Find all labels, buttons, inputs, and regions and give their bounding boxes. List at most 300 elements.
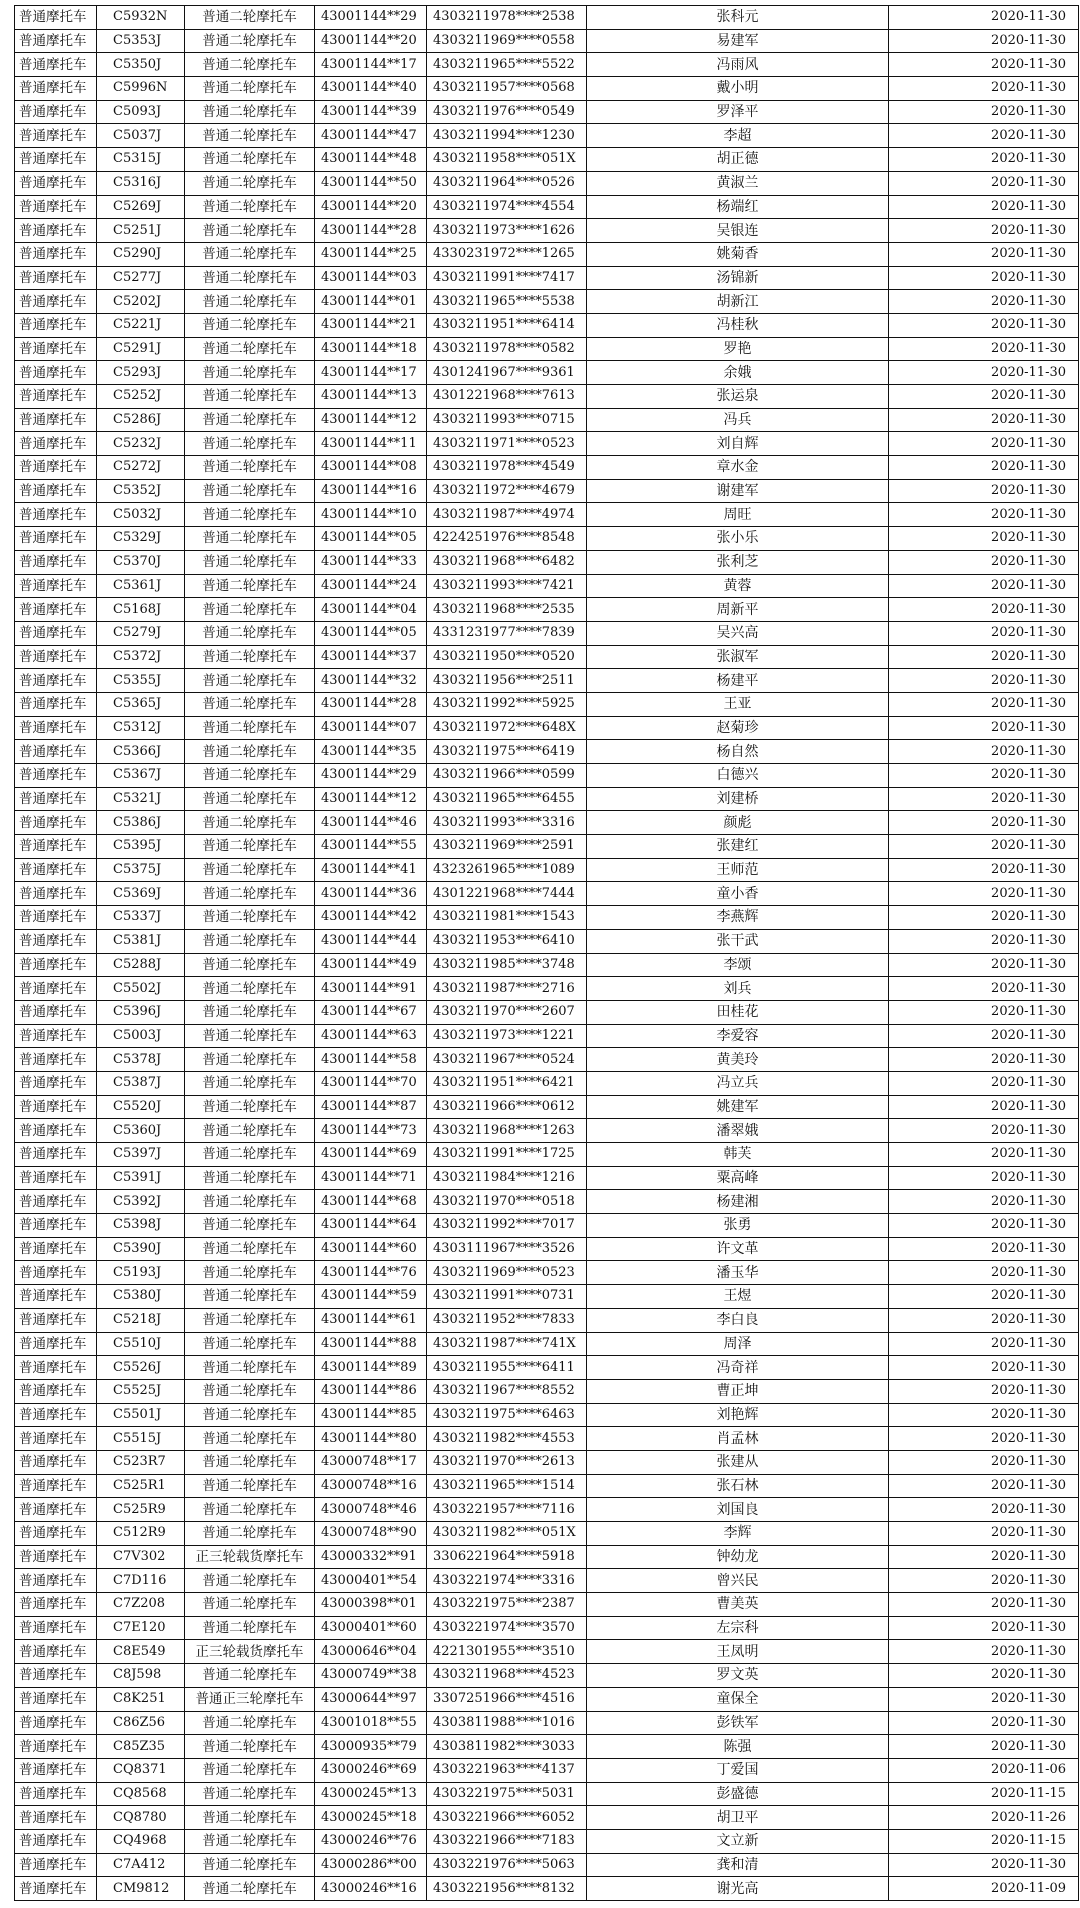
vehicle-type-cell: 普通摩托车	[15, 456, 97, 480]
table-body	[15, 6, 1079, 1901]
table-row	[15, 266, 1079, 290]
date-cell: 2020-11-30	[889, 1166, 1079, 1190]
certificate-number-cell: 43001144**58	[315, 1048, 427, 1072]
date-cell: 2020-11-30	[889, 1356, 1079, 1380]
id-number-cell: 4303211975****6463	[427, 1403, 587, 1427]
plate-number-cell: C5252J	[97, 385, 185, 409]
plate-number-cell: C5361J	[97, 574, 185, 598]
vehicle-model-cell: 普通二轮摩托车	[185, 527, 315, 551]
owner-name-cell: 童保全	[587, 1687, 889, 1711]
certificate-number-cell: 43000646**04	[315, 1640, 427, 1664]
date-cell: 2020-11-30	[889, 953, 1079, 977]
certificate-number-cell: 43001144**10	[315, 503, 427, 527]
id-number-cell: 4303211970****0518	[427, 1190, 587, 1214]
table-row	[15, 1664, 1079, 1688]
date-cell: 2020-11-30	[889, 266, 1079, 290]
table-row	[15, 432, 1079, 456]
plate-number-cell: C7D116	[97, 1569, 185, 1593]
plate-number-cell: C5367J	[97, 764, 185, 788]
plate-number-cell: C5395J	[97, 835, 185, 859]
vehicle-type-cell: 普通摩托车	[15, 1758, 97, 1782]
date-cell: 2020-11-30	[889, 53, 1079, 77]
plate-number-cell: C5398J	[97, 1214, 185, 1238]
certificate-number-cell: 43001144**08	[315, 456, 427, 480]
owner-name-cell: 杨建平	[587, 669, 889, 693]
vehicle-type-cell: 普通摩托车	[15, 1735, 97, 1759]
vehicle-type-cell: 普通摩托车	[15, 479, 97, 503]
table-row	[15, 171, 1079, 195]
certificate-number-cell: 43001144**48	[315, 148, 427, 172]
date-cell: 2020-11-30	[889, 1498, 1079, 1522]
owner-name-cell: 胡新江	[587, 290, 889, 314]
id-number-cell: 4330231972****1265	[427, 242, 587, 266]
plate-number-cell: C5353J	[97, 29, 185, 53]
date-cell: 2020-11-30	[889, 1735, 1079, 1759]
owner-name-cell: 白德兴	[587, 764, 889, 788]
vehicle-type-cell: 普通摩托车	[15, 385, 97, 409]
vehicle-model-cell: 普通二轮摩托车	[185, 1119, 315, 1143]
date-cell: 2020-11-30	[889, 479, 1079, 503]
table-row	[15, 527, 1079, 551]
certificate-number-cell: 43000401**60	[315, 1616, 427, 1640]
table-row	[15, 1427, 1079, 1451]
certificate-number-cell: 43001144**07	[315, 716, 427, 740]
owner-name-cell: 张石林	[587, 1474, 889, 1498]
plate-number-cell: C5392J	[97, 1190, 185, 1214]
certificate-number-cell: 43001144**85	[315, 1403, 427, 1427]
table-row	[15, 1806, 1079, 1830]
certificate-number-cell: 43000748**16	[315, 1474, 427, 1498]
owner-name-cell: 姚菊香	[587, 242, 889, 266]
certificate-number-cell: 43000286**00	[315, 1853, 427, 1877]
owner-name-cell: 冯兵	[587, 408, 889, 432]
date-cell: 2020-11-30	[889, 313, 1079, 337]
date-cell: 2020-11-30	[889, 977, 1079, 1001]
table-row	[15, 456, 1079, 480]
vehicle-model-cell: 普通二轮摩托车	[185, 764, 315, 788]
plate-number-cell: C8E549	[97, 1640, 185, 1664]
owner-name-cell: 童小香	[587, 882, 889, 906]
plate-number-cell: C7A412	[97, 1853, 185, 1877]
id-number-cell: 4303111967****3526	[427, 1237, 587, 1261]
owner-name-cell: 张建从	[587, 1450, 889, 1474]
table-row	[15, 124, 1079, 148]
plate-number-cell: C5369J	[97, 882, 185, 906]
date-cell: 2020-11-30	[889, 1450, 1079, 1474]
date-cell: 2020-11-06	[889, 1758, 1079, 1782]
table-row	[15, 1782, 1079, 1806]
vehicle-model-cell: 普通二轮摩托车	[185, 1664, 315, 1688]
certificate-number-cell: 43001144**35	[315, 740, 427, 764]
table-row	[15, 1711, 1079, 1735]
vehicle-model-cell: 普通二轮摩托车	[185, 77, 315, 101]
vehicle-type-cell: 普通摩托车	[15, 1214, 97, 1238]
certificate-number-cell: 43000246**16	[315, 1877, 427, 1901]
certificate-number-cell: 43001144**89	[315, 1356, 427, 1380]
date-cell: 2020-11-30	[889, 716, 1079, 740]
id-number-cell: 4303221966****6052	[427, 1806, 587, 1830]
table-row	[15, 1214, 1079, 1238]
certificate-number-cell: 43001144**17	[315, 53, 427, 77]
id-number-cell: 4303211987****2716	[427, 977, 587, 1001]
id-number-cell: 4303211956****2511	[427, 669, 587, 693]
date-cell: 2020-11-30	[889, 1214, 1079, 1238]
vehicle-model-cell: 正三轮载货摩托车	[185, 1545, 315, 1569]
vehicle-type-cell: 普通摩托车	[15, 100, 97, 124]
table-row	[15, 479, 1079, 503]
vehicle-type-cell: 普通摩托车	[15, 266, 97, 290]
plate-number-cell: C5168J	[97, 598, 185, 622]
id-number-cell: 4303211993****7421	[427, 574, 587, 598]
vehicle-type-cell: 普通摩托车	[15, 1569, 97, 1593]
table-row	[15, 148, 1079, 172]
vehicle-model-cell: 普通二轮摩托车	[185, 906, 315, 930]
date-cell: 2020-11-30	[889, 906, 1079, 930]
date-cell: 2020-11-30	[889, 503, 1079, 527]
vehicle-model-cell: 普通二轮摩托车	[185, 835, 315, 859]
date-cell: 2020-11-30	[889, 361, 1079, 385]
id-number-cell: 3306221964****5918	[427, 1545, 587, 1569]
plate-number-cell: C5272J	[97, 456, 185, 480]
owner-name-cell: 杨端红	[587, 195, 889, 219]
record-table	[14, 5, 1079, 1901]
plate-number-cell: C525R1	[97, 1474, 185, 1498]
table-row	[15, 1285, 1079, 1309]
date-cell: 2020-11-30	[889, 148, 1079, 172]
id-number-cell: 4303211992****5925	[427, 692, 587, 716]
vehicle-type-cell: 普通摩托车	[15, 1024, 97, 1048]
id-number-cell: 4303211965****1514	[427, 1474, 587, 1498]
plate-number-cell: C5366J	[97, 740, 185, 764]
vehicle-model-cell: 普通二轮摩托车	[185, 1758, 315, 1782]
vehicle-type-cell: 普通摩托车	[15, 527, 97, 551]
certificate-number-cell: 43000748**90	[315, 1522, 427, 1546]
date-cell: 2020-11-30	[889, 1048, 1079, 1072]
date-cell: 2020-11-30	[889, 1687, 1079, 1711]
id-number-cell: 4303211978****4549	[427, 456, 587, 480]
id-number-cell: 4303811982****3033	[427, 1735, 587, 1759]
vehicle-model-cell: 普通二轮摩托车	[185, 361, 315, 385]
certificate-number-cell: 43001144**20	[315, 29, 427, 53]
certificate-number-cell: 43000749**38	[315, 1664, 427, 1688]
table-row	[15, 242, 1079, 266]
table-row	[15, 100, 1079, 124]
table-row	[15, 503, 1079, 527]
plate-number-cell: C5352J	[97, 479, 185, 503]
certificate-number-cell: 43001144**63	[315, 1024, 427, 1048]
owner-name-cell: 田桂花	[587, 1000, 889, 1024]
owner-name-cell: 张建红	[587, 835, 889, 859]
table-row	[15, 337, 1079, 361]
vehicle-model-cell: 普通二轮摩托车	[185, 242, 315, 266]
plate-number-cell: C5312J	[97, 716, 185, 740]
plate-number-cell: C5037J	[97, 124, 185, 148]
owner-name-cell: 李燕辉	[587, 906, 889, 930]
plate-number-cell: C7V302	[97, 1545, 185, 1569]
date-cell: 2020-11-30	[889, 1379, 1079, 1403]
date-cell: 2020-11-30	[889, 574, 1079, 598]
table-row	[15, 882, 1079, 906]
table-row	[15, 1522, 1079, 1546]
owner-name-cell: 李白良	[587, 1308, 889, 1332]
table-row	[15, 1024, 1079, 1048]
table-row	[15, 1829, 1079, 1853]
certificate-number-cell: 43001144**04	[315, 598, 427, 622]
table-row	[15, 977, 1079, 1001]
id-number-cell: 4303211970****2607	[427, 1000, 587, 1024]
vehicle-type-cell: 普通摩托车	[15, 858, 97, 882]
id-number-cell: 4303211994****1230	[427, 124, 587, 148]
certificate-number-cell: 43001144**86	[315, 1379, 427, 1403]
table-row	[15, 290, 1079, 314]
vehicle-model-cell: 普通二轮摩托车	[185, 1190, 315, 1214]
vehicle-type-cell: 普通摩托车	[15, 787, 97, 811]
vehicle-type-cell: 普通摩托车	[15, 290, 97, 314]
id-number-cell: 4303211951****6421	[427, 1071, 587, 1095]
id-number-cell: 4303211966****0599	[427, 764, 587, 788]
owner-name-cell: 冯雨风	[587, 53, 889, 77]
vehicle-model-cell: 普通二轮摩托车	[185, 1569, 315, 1593]
certificate-number-cell: 43001144**11	[315, 432, 427, 456]
owner-name-cell: 彭盛德	[587, 1782, 889, 1806]
date-cell: 2020-11-30	[889, 929, 1079, 953]
vehicle-model-cell: 普通二轮摩托车	[185, 1214, 315, 1238]
certificate-number-cell: 43000245**18	[315, 1806, 427, 1830]
plate-number-cell: C5218J	[97, 1308, 185, 1332]
date-cell: 2020-11-30	[889, 219, 1079, 243]
owner-name-cell: 王亚	[587, 692, 889, 716]
vehicle-type-cell: 普通摩托车	[15, 1000, 97, 1024]
owner-name-cell: 周泽	[587, 1332, 889, 1356]
certificate-number-cell: 43001144**03	[315, 266, 427, 290]
vehicle-type-cell: 普通摩托车	[15, 148, 97, 172]
certificate-number-cell: 43000935**79	[315, 1735, 427, 1759]
vehicle-model-cell: 普通二轮摩托车	[185, 124, 315, 148]
plate-number-cell: C5286J	[97, 408, 185, 432]
plate-number-cell: C5932N	[97, 6, 185, 30]
table-row	[15, 1166, 1079, 1190]
table-row	[15, 77, 1079, 101]
id-number-cell: 4303211969****2591	[427, 835, 587, 859]
table-row	[15, 811, 1079, 835]
plate-number-cell: C5202J	[97, 290, 185, 314]
certificate-number-cell: 43001144**87	[315, 1095, 427, 1119]
owner-name-cell: 陈强	[587, 1735, 889, 1759]
owner-name-cell: 罗文英	[587, 1664, 889, 1688]
plate-number-cell: C86Z56	[97, 1711, 185, 1735]
vehicle-type-cell: 普通摩托车	[15, 953, 97, 977]
id-number-cell: 4303211992****7017	[427, 1214, 587, 1238]
plate-number-cell: C5315J	[97, 148, 185, 172]
id-number-cell: 4323261965****1089	[427, 858, 587, 882]
plate-number-cell: C5375J	[97, 858, 185, 882]
owner-name-cell: 肖孟林	[587, 1427, 889, 1451]
vehicle-model-cell: 普通二轮摩托车	[185, 313, 315, 337]
id-number-cell: 4303221956****8132	[427, 1877, 587, 1901]
certificate-number-cell: 43001144**05	[315, 527, 427, 551]
certificate-number-cell: 43001144**36	[315, 882, 427, 906]
vehicle-type-cell: 普通摩托车	[15, 1545, 97, 1569]
certificate-number-cell: 43001144**61	[315, 1308, 427, 1332]
certificate-number-cell: 43001144**33	[315, 550, 427, 574]
vehicle-type-cell: 普通摩托车	[15, 124, 97, 148]
id-number-cell: 4303211968****4523	[427, 1664, 587, 1688]
table-row	[15, 692, 1079, 716]
table-row	[15, 1048, 1079, 1072]
certificate-number-cell: 43001144**21	[315, 313, 427, 337]
id-number-cell: 4303211951****6414	[427, 313, 587, 337]
plate-number-cell: C5381J	[97, 929, 185, 953]
table-row	[15, 6, 1079, 30]
vehicle-type-cell: 普通摩托车	[15, 1474, 97, 1498]
certificate-number-cell: 43001144**16	[315, 479, 427, 503]
plate-number-cell: C5396J	[97, 1000, 185, 1024]
vehicle-type-cell: 普通摩托车	[15, 1403, 97, 1427]
plate-number-cell: C5316J	[97, 171, 185, 195]
certificate-number-cell: 43001144**80	[315, 1427, 427, 1451]
certificate-number-cell: 43001144**25	[315, 242, 427, 266]
table-row	[15, 1616, 1079, 1640]
date-cell: 2020-11-30	[889, 645, 1079, 669]
vehicle-type-cell: 普通摩托车	[15, 1616, 97, 1640]
date-cell: 2020-11-30	[889, 408, 1079, 432]
table-row	[15, 1474, 1079, 1498]
date-cell: 2020-11-30	[889, 1545, 1079, 1569]
date-cell: 2020-11-30	[889, 1285, 1079, 1309]
vehicle-type-cell: 普通摩托车	[15, 1095, 97, 1119]
date-cell: 2020-11-30	[889, 1474, 1079, 1498]
plate-number-cell: CM9812	[97, 1877, 185, 1901]
owner-name-cell: 谢建军	[587, 479, 889, 503]
table-row	[15, 313, 1079, 337]
vehicle-model-cell: 普通二轮摩托车	[185, 1498, 315, 1522]
owner-name-cell: 曾兴民	[587, 1569, 889, 1593]
certificate-number-cell: 43001144**60	[315, 1237, 427, 1261]
plate-number-cell: C523R7	[97, 1450, 185, 1474]
plate-number-cell: C5372J	[97, 645, 185, 669]
id-number-cell: 4303211978****2538	[427, 6, 587, 30]
date-cell: 2020-11-30	[889, 1308, 1079, 1332]
vehicle-type-cell: 普通摩托车	[15, 929, 97, 953]
id-number-cell: 4303221976****5063	[427, 1853, 587, 1877]
plate-number-cell: C5293J	[97, 361, 185, 385]
date-cell: 2020-11-30	[889, 242, 1079, 266]
table-row	[15, 787, 1079, 811]
owner-name-cell: 冯奇祥	[587, 1356, 889, 1380]
vehicle-type-cell: 普通摩托车	[15, 1427, 97, 1451]
plate-number-cell: C5288J	[97, 953, 185, 977]
table-row	[15, 1450, 1079, 1474]
id-number-cell: 4303211969****0523	[427, 1261, 587, 1285]
id-number-cell: 4303211968****2535	[427, 598, 587, 622]
vehicle-model-cell: 普通二轮摩托车	[185, 1735, 315, 1759]
table-row	[15, 1593, 1079, 1617]
certificate-number-cell: 43001144**76	[315, 1261, 427, 1285]
table-row	[15, 858, 1079, 882]
table-row	[15, 385, 1079, 409]
owner-name-cell: 潘翠娥	[587, 1119, 889, 1143]
vehicle-model-cell: 普通二轮摩托车	[185, 503, 315, 527]
vehicle-type-cell: 普通摩托车	[15, 6, 97, 30]
certificate-number-cell: 43001144**32	[315, 669, 427, 693]
vehicle-type-cell: 普通摩托车	[15, 1190, 97, 1214]
plate-number-cell: C5003J	[97, 1024, 185, 1048]
vehicle-model-cell: 普通二轮摩托车	[185, 1048, 315, 1072]
plate-number-cell: C5515J	[97, 1427, 185, 1451]
vehicle-model-cell: 普通二轮摩托车	[185, 1474, 315, 1498]
owner-name-cell: 刘兵	[587, 977, 889, 1001]
certificate-number-cell: 43001144**12	[315, 408, 427, 432]
vehicle-model-cell: 普通二轮摩托车	[185, 1616, 315, 1640]
date-cell: 2020-11-30	[889, 195, 1079, 219]
owner-name-cell: 杨建湘	[587, 1190, 889, 1214]
id-number-cell: 4303211969****0558	[427, 29, 587, 53]
table-row	[15, 1071, 1079, 1095]
certificate-number-cell: 43000246**76	[315, 1829, 427, 1853]
vehicle-model-cell: 普通二轮摩托车	[185, 858, 315, 882]
date-cell: 2020-11-30	[889, 171, 1079, 195]
vehicle-model-cell: 正三轮载货摩托车	[185, 1640, 315, 1664]
certificate-number-cell: 43001144**12	[315, 787, 427, 811]
vehicle-type-cell: 普通摩托车	[15, 550, 97, 574]
owner-name-cell: 刘艳辉	[587, 1403, 889, 1427]
vehicle-model-cell: 普通二轮摩托车	[185, 574, 315, 598]
table-row	[15, 1640, 1079, 1664]
id-number-cell: 4303211952****7833	[427, 1308, 587, 1332]
owner-name-cell: 黄美玲	[587, 1048, 889, 1072]
id-number-cell: 4303221975****5031	[427, 1782, 587, 1806]
table-row	[15, 1545, 1079, 1569]
vehicle-model-cell: 普通正三轮摩托车	[185, 1687, 315, 1711]
certificate-number-cell: 43001144**71	[315, 1166, 427, 1190]
certificate-number-cell: 43001144**73	[315, 1119, 427, 1143]
plate-number-cell: C5996N	[97, 77, 185, 101]
table-row	[15, 1119, 1079, 1143]
table-row	[15, 1379, 1079, 1403]
owner-name-cell: 黄蓉	[587, 574, 889, 598]
plate-number-cell: C5350J	[97, 53, 185, 77]
date-cell: 2020-11-30	[889, 692, 1079, 716]
vehicle-model-cell: 普通二轮摩托车	[185, 1071, 315, 1095]
owner-name-cell: 李爱容	[587, 1024, 889, 1048]
certificate-number-cell: 43001144**28	[315, 219, 427, 243]
date-cell: 2020-11-30	[889, 1853, 1079, 1877]
date-cell: 2020-11-30	[889, 858, 1079, 882]
vehicle-model-cell: 普通二轮摩托车	[185, 669, 315, 693]
plate-number-cell: C5501J	[97, 1403, 185, 1427]
record-table-container	[14, 5, 1078, 1901]
vehicle-type-cell: 普通摩托车	[15, 598, 97, 622]
certificate-number-cell: 43001144**17	[315, 361, 427, 385]
owner-name-cell: 罗泽平	[587, 100, 889, 124]
owner-name-cell: 张干武	[587, 929, 889, 953]
vehicle-model-cell: 普通二轮摩托车	[185, 977, 315, 1001]
vehicle-type-cell: 普通摩托车	[15, 1119, 97, 1143]
date-cell: 2020-11-30	[889, 621, 1079, 645]
vehicle-type-cell: 普通摩托车	[15, 764, 97, 788]
date-cell: 2020-11-30	[889, 1640, 1079, 1664]
plate-number-cell: C5321J	[97, 787, 185, 811]
id-number-cell: 4303211976****0549	[427, 100, 587, 124]
owner-name-cell: 王凤明	[587, 1640, 889, 1664]
id-number-cell: 4303221974****3570	[427, 1616, 587, 1640]
id-number-cell: 4303211972****4679	[427, 479, 587, 503]
owner-name-cell: 王煜	[587, 1285, 889, 1309]
owner-name-cell: 张小乐	[587, 527, 889, 551]
id-number-cell: 4303211987****741X	[427, 1332, 587, 1356]
vehicle-model-cell: 普通二轮摩托车	[185, 195, 315, 219]
plate-number-cell: C5397J	[97, 1143, 185, 1167]
